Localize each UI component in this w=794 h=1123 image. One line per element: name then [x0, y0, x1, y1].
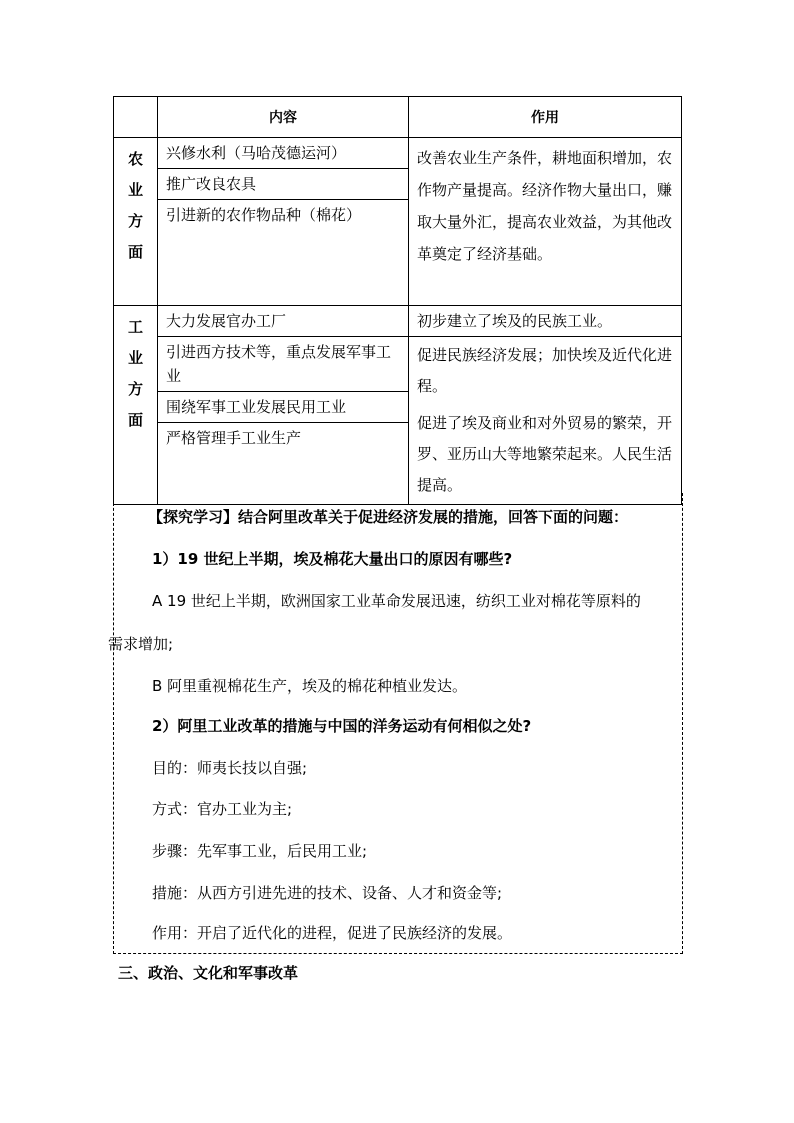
- header-effect: 作用: [409, 97, 682, 138]
- agri-item: 引进新的农作物品种（棉花）: [166, 206, 362, 224]
- agri-effect-cell: [409, 138, 682, 306]
- reform-table: [113, 96, 682, 505]
- industry-item: 围绕军事工业发展民用工业: [158, 392, 408, 423]
- agri-content-cell: [158, 138, 409, 306]
- industry-side-char: 工: [127, 318, 143, 336]
- industry-effect-1: 初步建立了埃及的民族工业。: [409, 306, 681, 337]
- industry-side-label: [114, 306, 158, 505]
- answer-1a-line2: 需求增加;: [108, 635, 174, 653]
- agri-side-label: [114, 138, 158, 306]
- industry-effect-cell: [409, 306, 682, 505]
- industry-side-char: 方: [127, 380, 143, 398]
- explore-box: [108, 493, 683, 954]
- industry-side-char: 面: [127, 411, 143, 429]
- industry-row: [114, 306, 682, 505]
- agri-side-char: 业: [127, 181, 143, 199]
- agri-item: 推广改良农具: [158, 169, 408, 200]
- industry-content-cell: [158, 306, 409, 505]
- answer-steps: 步骤：先军事工业，后民用工业;: [152, 842, 368, 860]
- answer-effect: 作用：开启了近代化的进程，促进了民族经济的发展。: [152, 924, 513, 942]
- agri-row: [114, 138, 682, 306]
- industry-side-char: 业: [127, 349, 143, 367]
- header-blank: [114, 97, 158, 138]
- answer-1a-line1: A 19 世纪上半期，欧洲国家工业革命发展迅速，纺织工业对棉花等原料的: [152, 592, 641, 610]
- question-2: 2）阿里工业改革的措施与中国的洋务运动有何相似之处?: [152, 717, 532, 735]
- industry-effect-3: 促进了埃及商业和对外贸易的繁荣，开罗、亚历山大等地繁荣起来。人民生活提高。: [417, 414, 673, 494]
- answer-1b: B 阿里重视棉花生产，埃及的棉花种植业发达。: [152, 677, 468, 695]
- header-content: 内容: [158, 97, 409, 138]
- agri-effect-text: 改善农业生产条件，耕地面积增加，农作物产量提高。经济作物大量出口，赚取大量外汇，提高农业效益，为其他改革奠定了经济基础。: [417, 149, 673, 263]
- agri-side-char: 农: [127, 150, 143, 168]
- agri-item: 兴修水利（马哈茂德运河）: [158, 138, 408, 169]
- agri-side-char: 方: [127, 212, 143, 230]
- agri-side-char: 面: [127, 243, 143, 261]
- question-1: 1）19 世纪上半期，埃及棉花大量出口的原因有哪些?: [152, 550, 513, 568]
- answer-method: 方式：官办工业为主;: [152, 800, 293, 818]
- answer-purpose: 目的：师夷长技以自强;: [152, 759, 308, 777]
- industry-item: 大力发展官办工厂: [158, 306, 408, 337]
- industry-item: 引进西方技术等，重点发展军事工业: [158, 337, 408, 392]
- industry-effect-2: 促进民族经济发展；加快埃及近代化进程。: [417, 346, 673, 395]
- section-heading: 三、政治、文化和军事改革: [118, 964, 299, 982]
- explore-intro: 【探究学习】结合阿里改革关于促进经济发展的措施，回答下面的问题：: [148, 508, 629, 526]
- industry-item: 严格管理手工业生产: [166, 429, 302, 447]
- answer-measures: 措施：从西方引进先进的技术、设备、人才和资金等;: [152, 884, 503, 902]
- table-header-row: [114, 97, 682, 138]
